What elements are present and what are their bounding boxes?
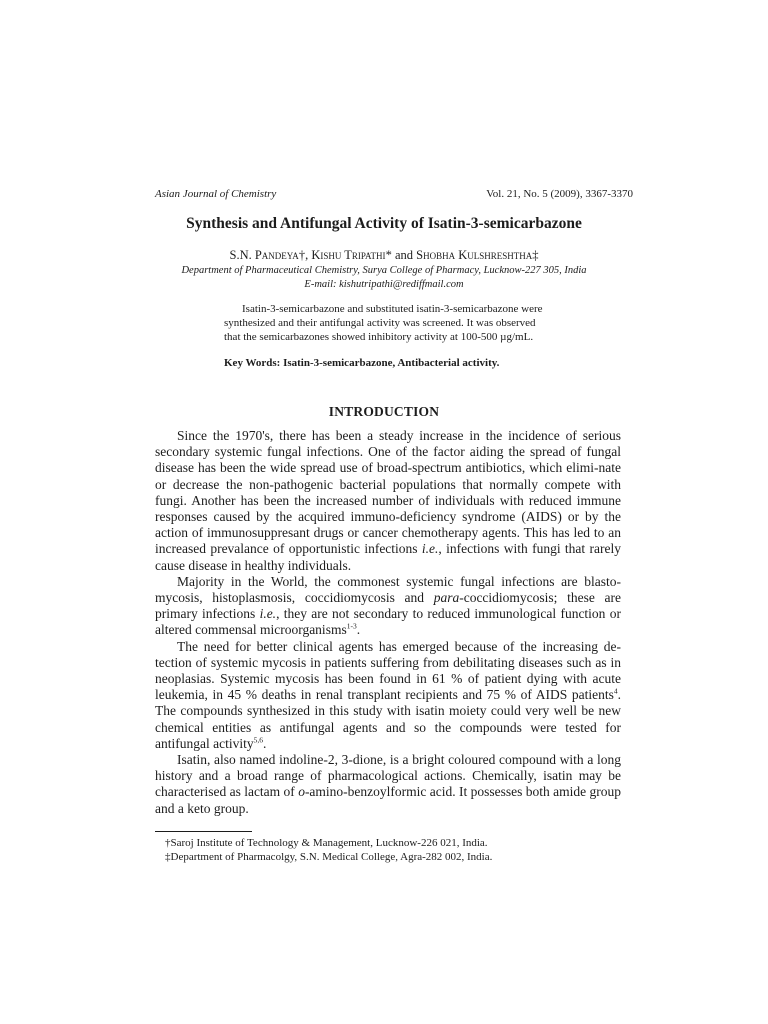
author-mark-double-dagger: ‡ xyxy=(532,248,539,262)
paragraph xyxy=(155,752,621,817)
abstract-line: that the semicarbazones showed inhibitory activity at 100-500 µg/mL. xyxy=(224,331,534,343)
author-kulshreshtha: Shobha Kulshreshtha xyxy=(416,248,533,262)
text-run: , infections with fungi that rarely cause disease in healthy individuals. xyxy=(155,541,622,573)
affiliation-email: E-mail: kishutripathi@rediffmail.com xyxy=(304,278,464,290)
text-run: . The compounds synthesized in this study with isatin moiety could very well be new chemical entities as antifungal agents and so the compounds were tested for antifungal activity xyxy=(155,687,621,751)
footnote-1: †Saroj Institute of Technology & Management, Lucknow-226 021, India. xyxy=(165,837,488,849)
footnotes xyxy=(165,836,625,864)
affiliation-department: Department of Pharmaceutical Chemistry, Surya College of Pharmacy, Lucknow-227 305, India xyxy=(181,265,587,276)
journal-name: Asian Journal of Chemistry xyxy=(155,188,277,200)
citation-ref: 4 xyxy=(613,686,618,696)
paragraph xyxy=(155,574,621,639)
italic-term: o xyxy=(298,784,305,800)
paragraph xyxy=(155,639,621,752)
italic-term: i.e. xyxy=(259,606,277,622)
paper-title: Synthesis and Antifungal Activity of Isatin-3-semicarbazone xyxy=(186,215,582,232)
text-run: Majority in the World, the commonest systemic fungal infections are blasto-mycosis, histoplasmosis, coccidiomycosis and xyxy=(155,573,621,606)
paragraph xyxy=(155,428,621,574)
section-heading-introduction: INTRODUCTION xyxy=(328,404,440,419)
affiliation xyxy=(0,264,768,291)
author-tripathi: Kishu Tripathi xyxy=(311,248,386,262)
text-run: -coccidiomycosis; these are primary infections xyxy=(155,590,621,622)
author-pandeya: S.N. Pandeya xyxy=(229,248,299,262)
abstract xyxy=(224,302,551,344)
text-run: -amino-benzoylformic acid. It possesses both amide group and a keto group. xyxy=(155,784,621,816)
author-mark-star: * xyxy=(385,248,392,262)
text-run: Since the 1970's, there has been a steady increase in the incidence of serious secondary systemic fungal infections. One of the factor aiding the spread of fungal disease has been the wide spread use of broad-spectrum antibiotics, which elimi-nate or decrease the non-pathogenic bacterial populations that normally compete with fungi. Another has been the increased number of individuals with reduced immune responses caused by the acquired immuno-deficiency syndrome (AIDS) or by the action of immunosuppresant drugs or cancer chemotherapy agents. This has led to an increased prevalance of opportunistic infections xyxy=(155,428,621,557)
footnote-divider xyxy=(155,831,252,832)
citation-ref: 1-3 xyxy=(346,621,357,631)
italic-term: i.e. xyxy=(421,541,439,557)
author-separator: and xyxy=(391,248,417,262)
volume-info: Vol. 21, No. 5 (2009), 3367-3370 xyxy=(486,188,633,200)
abstract-line: Isatin-3-semicarbazone and substituted isatin-3-semicarbazone were xyxy=(242,303,543,315)
text-run: . xyxy=(262,735,267,751)
text-run: Isatin, also named indoline-2, 3-dione, is a bright coloured compound with a long history and a broad range of pharmacological actions. Chemically, isatin may be characterised as lactam of xyxy=(155,752,621,800)
text-run: The need for better clinical agents has emerged because of the increasing de-tection of systemic mycosis in patients suffering from debilitating diseases such as in neoplasias. Systemic mycosis has been found in 61 % of patient dying with acute leukemia, in 45 % deaths in renal transplant recipients and 75 % of AIDS patients xyxy=(155,638,621,703)
abstract-line: synthesized and their antifungal activity was screened. It was observed xyxy=(224,317,536,329)
text-run: . xyxy=(356,622,361,638)
text-run: , they are not secondary to reduced immunological function or altered commensal microorganisms xyxy=(155,606,621,638)
author-list xyxy=(0,247,768,263)
author-mark-dagger: † xyxy=(298,248,306,262)
author-separator: , xyxy=(305,248,312,262)
italic-term: para xyxy=(433,590,460,606)
body-text xyxy=(155,428,621,817)
footnote-2: ‡Department of Pharmacolgy, S.N. Medical College, Agra-282 002, India. xyxy=(165,851,493,863)
citation-ref: 5,6 xyxy=(253,735,263,745)
keywords: Key Words: Isatin-3-semicarbazone, Antibacterial activity. xyxy=(224,357,500,369)
